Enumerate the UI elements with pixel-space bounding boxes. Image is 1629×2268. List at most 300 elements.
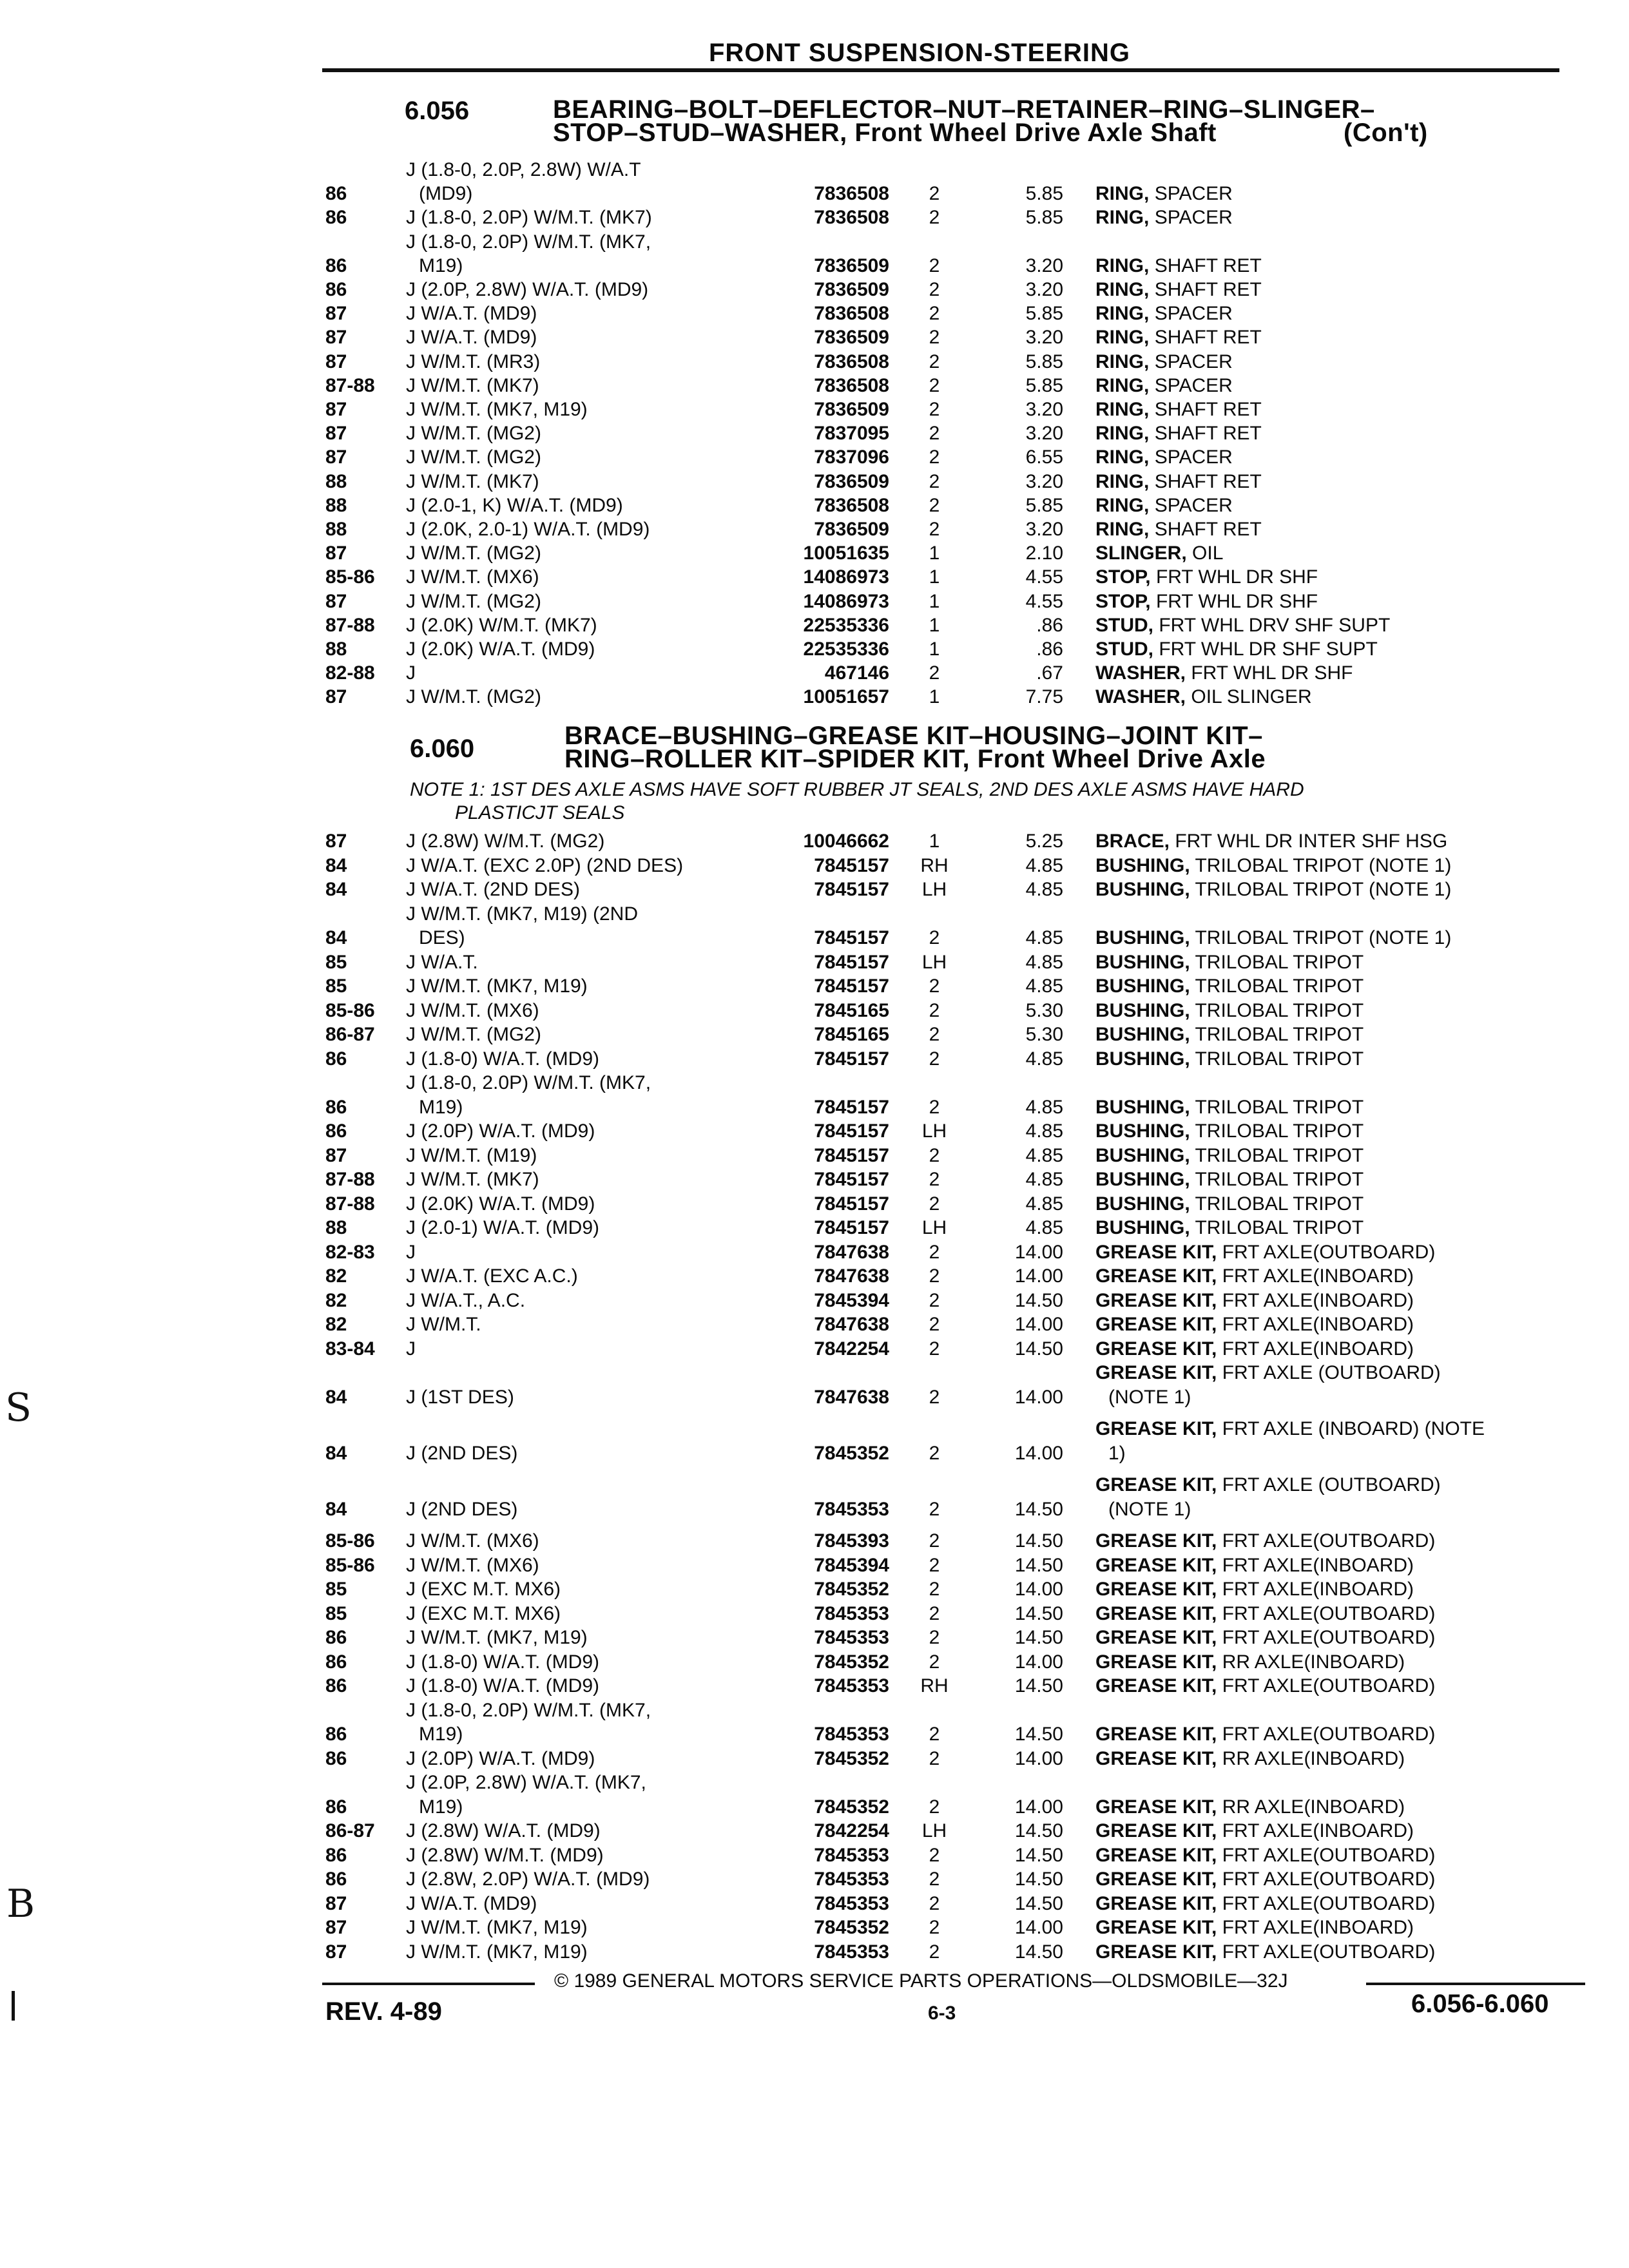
model-year: 85 <box>325 951 347 973</box>
price: 3.20 <box>1025 399 1063 420</box>
part-name <box>1095 1604 1435 1624</box>
price: 14.50 <box>1014 1844 1063 1866</box>
part-name <box>1095 1097 1364 1118</box>
part-name-noun: BUSHING, <box>1095 1024 1190 1045</box>
application: J (EXC M.T. MX6) <box>406 1602 561 1624</box>
part-name-detail: FRT AXLE(OUTBOARD) <box>1222 1675 1436 1696</box>
part-number: 10051635 <box>803 543 889 564</box>
section2-title-line2: RING–ROLLER KIT–SPIDER KIT, Front Wheel Drive Axle <box>564 745 1266 773</box>
application: J W/M.T. (MG2) <box>406 543 541 564</box>
model-year: 87 <box>325 399 347 420</box>
part-number: 7845352 <box>814 1579 889 1600</box>
part-number: 7836509 <box>814 519 889 540</box>
part-name-noun: RING, <box>1095 447 1150 468</box>
section-number-6-060: 6.060 <box>410 735 475 763</box>
part-name-detail: TRILOBAL TRIPOT <box>1195 1217 1364 1238</box>
part-name <box>1095 1242 1435 1263</box>
quantity: 2 <box>929 1844 940 1866</box>
section-title-line1: BEARING–BOLT–DEFLECTOR–NUT–RETAINER–RING–SLINGER– <box>553 95 1375 124</box>
model-year: 82 <box>325 1314 347 1335</box>
part-name-noun: BUSHING, <box>1095 1193 1190 1215</box>
table-row <box>0 1242 1629 1267</box>
quantity: 1 <box>929 543 940 564</box>
model-year: 87 <box>325 447 347 468</box>
application: J W/M.T. (MX6) <box>406 1530 539 1552</box>
part-number: 7845157 <box>814 854 889 876</box>
part-name-detail: RR AXLE(INBOARD) <box>1222 1651 1405 1673</box>
part-name <box>1095 280 1262 300</box>
part-name-noun: BUSHING, <box>1095 854 1190 876</box>
part-name-detail: SHAFT RET <box>1154 327 1262 349</box>
part-number: 7845393 <box>814 1530 889 1552</box>
part-name-detail: FRT AXLE(OUTBOARD) <box>1222 1627 1436 1648</box>
model-year: 88 <box>325 639 347 660</box>
application: J (2.0K) W/A.T. (MD9) <box>406 639 595 660</box>
model-year: 87-88 <box>325 614 375 636</box>
model-year: 88 <box>325 1217 347 1238</box>
price: 4.85 <box>1025 879 1063 900</box>
part-name <box>1095 376 1233 396</box>
application: J (2.0P) W/A.T. (MD9) <box>406 1120 595 1142</box>
part-name-noun: RING, <box>1095 279 1150 300</box>
part-number: 7836509 <box>814 279 889 300</box>
table-row <box>0 1266 1629 1291</box>
part-name-detail: TRILOBAL TRIPOT (NOTE 1) <box>1195 927 1452 948</box>
price: .67 <box>1036 662 1063 684</box>
part-name-detail: FRT AXLE(OUTBOARD) <box>1222 1530 1436 1552</box>
application: J (2.0P) W/A.T. (MD9) <box>406 1747 595 1769</box>
part-name-detail: TRILOBAL TRIPOT <box>1195 1024 1364 1045</box>
price: 14.50 <box>1014 1724 1063 1745</box>
model-year: 86 <box>325 1796 347 1818</box>
quantity: 2 <box>929 494 940 516</box>
part-name-detail: SPACER <box>1154 351 1233 372</box>
part-number: 7847638 <box>814 1241 889 1263</box>
part-name <box>1095 952 1364 973</box>
application: J (1.8-0) W/A.T. (MD9) <box>406 1048 600 1070</box>
part-number: 7836509 <box>814 399 889 420</box>
part-number: 7845352 <box>814 1442 889 1464</box>
part-name <box>1095 1555 1414 1576</box>
application: J W/M.T. <box>406 1314 481 1335</box>
part-name-noun: RING, <box>1095 327 1150 349</box>
part-name <box>1095 1652 1405 1673</box>
part-name <box>1095 1579 1414 1600</box>
part-number: 7842254 <box>814 1338 889 1360</box>
part-name-noun: GREASE KIT, <box>1095 1747 1217 1769</box>
part-name-noun: GREASE KIT, <box>1095 1892 1217 1914</box>
application: J W/M.T. (MG2) <box>406 1024 541 1045</box>
application: J (2.8W, 2.0P) W/A.T. (MD9) <box>406 1869 650 1890</box>
price: 14.00 <box>1014 1651 1063 1673</box>
part-name-noun: BUSHING, <box>1095 999 1190 1021</box>
application: J W/A.T., A.C. <box>406 1289 526 1311</box>
quantity: 2 <box>929 1651 940 1673</box>
quantity: LH <box>921 1217 947 1238</box>
table-row <box>0 639 1629 663</box>
quantity: 2 <box>929 327 940 349</box>
application: J W/M.T. (M19) <box>406 1144 537 1166</box>
price: 14.00 <box>1014 1241 1063 1263</box>
price: 14.00 <box>1014 1579 1063 1600</box>
part-name <box>1095 1291 1414 1311</box>
part-name <box>1095 1419 1485 1439</box>
table-row <box>0 280 1629 303</box>
price: 14.50 <box>1014 1627 1063 1648</box>
part-name-noun: BUSHING, <box>1095 1120 1190 1142</box>
part-name-noun: RING, <box>1095 303 1150 325</box>
table-row <box>0 1363 1629 1411</box>
part-name-cont: (NOTE 1) <box>1108 1498 1191 1520</box>
quantity: 2 <box>929 255 940 276</box>
part-name-detail: FRT AXLE(INBOARD) <box>1222 1917 1414 1938</box>
part-name-detail: TRILOBAL TRIPOT <box>1195 1048 1364 1070</box>
table-row <box>0 879 1629 904</box>
part-name-detail: SPACER <box>1154 494 1233 516</box>
application-cont: (MD9) <box>419 183 473 205</box>
application: J (2.8W) W/M.T. (MD9) <box>406 1844 604 1866</box>
part-name-detail: RR AXLE(INBOARD) <box>1222 1796 1405 1818</box>
quantity: 2 <box>929 1941 940 1963</box>
margin-tick <box>12 1991 15 2021</box>
application: J W/M.T. (MG2) <box>406 423 541 445</box>
part-name-detail: SPACER <box>1154 447 1233 468</box>
part-name-noun: RING, <box>1095 207 1150 229</box>
part-number: 7836508 <box>814 351 889 372</box>
quantity: 2 <box>929 1627 940 1648</box>
part-name <box>1095 567 1318 588</box>
table-row <box>0 1821 1629 1845</box>
model-year: 82 <box>325 1289 347 1311</box>
part-name-noun: GREASE KIT, <box>1095 1675 1217 1696</box>
price: 4.85 <box>1025 1169 1063 1190</box>
quantity: 2 <box>929 662 940 684</box>
part-name-noun: BUSHING, <box>1095 951 1190 973</box>
part-name <box>1095 447 1233 468</box>
price: 14.00 <box>1014 1314 1063 1335</box>
part-number: 7845353 <box>814 1498 889 1520</box>
application: J W/M.T. (MK7, M19) <box>406 1917 588 1938</box>
part-name-noun: GREASE KIT, <box>1095 1289 1217 1311</box>
price: 14.00 <box>1014 1442 1063 1464</box>
part-name-detail: TRILOBAL TRIPOT <box>1195 999 1364 1021</box>
quantity: 2 <box>929 279 940 300</box>
part-name-noun: GREASE KIT, <box>1095 1418 1217 1439</box>
table-row <box>0 615 1629 639</box>
price: 3.20 <box>1025 470 1063 492</box>
application: J (2.0-1, K) W/A.T. (MD9) <box>406 494 623 516</box>
part-name-detail: RR AXLE(INBOARD) <box>1222 1747 1405 1769</box>
model-year: 87 <box>325 1941 347 1963</box>
part-number: 7845165 <box>814 999 889 1021</box>
model-year: 86-87 <box>325 1820 375 1841</box>
model-year: 87-88 <box>325 374 375 396</box>
price: 5.85 <box>1025 351 1063 372</box>
quantity: 2 <box>929 1314 940 1335</box>
model-year: 84 <box>325 1498 347 1520</box>
part-number: 7845352 <box>814 1796 889 1818</box>
price: 4.85 <box>1025 1193 1063 1215</box>
part-name-noun: WASHER, <box>1095 686 1186 708</box>
part-number: 22535336 <box>803 614 889 636</box>
part-name <box>1095 472 1262 492</box>
quantity: 2 <box>929 1096 940 1118</box>
part-number: 7847638 <box>814 1386 889 1408</box>
application: J W/A.T. (EXC 2.0P) (2ND DES) <box>406 854 684 876</box>
part-name-noun: GREASE KIT, <box>1095 1338 1217 1360</box>
price: 14.50 <box>1014 1338 1063 1360</box>
price: 14.50 <box>1014 1289 1063 1311</box>
part-number: 7845165 <box>814 1024 889 1045</box>
part-name-noun: RING, <box>1095 255 1150 276</box>
model-year: 84 <box>325 1442 347 1464</box>
model-year: 88 <box>325 494 347 516</box>
application: J W/A.T. (MD9) <box>406 1892 537 1914</box>
part-name-noun: STUD, <box>1095 614 1153 636</box>
part-name <box>1095 399 1262 420</box>
part-name-noun: RING, <box>1095 351 1150 372</box>
part-name <box>1095 1942 1435 1963</box>
price: 14.50 <box>1014 1530 1063 1552</box>
part-name-detail: TRILOBAL TRIPOT <box>1195 975 1364 997</box>
model-year: 82 <box>325 1265 347 1287</box>
quantity: 2 <box>929 1796 940 1818</box>
table-row <box>0 1628 1629 1652</box>
part-name-noun: RING, <box>1095 423 1150 445</box>
part-name-detail: FRT AXLE (OUTBOARD) <box>1222 1474 1441 1495</box>
table-row <box>0 1845 1629 1870</box>
price: 5.85 <box>1025 303 1063 325</box>
price: 5.85 <box>1025 374 1063 396</box>
part-number: 7845352 <box>814 1917 889 1938</box>
price: 5.85 <box>1025 183 1063 205</box>
quantity: 1 <box>929 639 940 660</box>
price: 4.85 <box>1025 1144 1063 1166</box>
application: J <box>406 1338 416 1360</box>
part-name <box>1095 1194 1364 1215</box>
part-name-noun: GREASE KIT, <box>1095 1941 1217 1963</box>
model-year: 86 <box>325 255 347 276</box>
part-number: 467146 <box>824 662 889 684</box>
model-year: 85 <box>325 1602 347 1624</box>
table-row <box>0 591 1629 615</box>
application: J W/M.T. (MK7, M19) <box>406 1627 588 1648</box>
part-number: 7845352 <box>814 1651 889 1673</box>
table-row <box>0 1121 1629 1146</box>
table-row <box>0 1339 1629 1363</box>
footer-page-number: 6-3 <box>928 2003 956 2024</box>
quantity: 2 <box>929 1917 940 1938</box>
part-name-detail: FRT AXLE(OUTBOARD) <box>1222 1941 1436 1963</box>
part-name-noun: BUSHING, <box>1095 975 1190 997</box>
quantity: 2 <box>929 1193 940 1215</box>
quantity: 2 <box>929 1265 940 1287</box>
model-year: 86 <box>325 1627 347 1648</box>
part-name-detail: TRILOBAL TRIPOT <box>1195 1120 1364 1142</box>
quantity: 2 <box>929 1048 940 1070</box>
price: 4.85 <box>1025 1120 1063 1142</box>
part-name <box>1095 423 1262 444</box>
model-year: 86 <box>325 1651 347 1673</box>
model-year: 87 <box>325 1917 347 1938</box>
quantity: 2 <box>929 1602 940 1624</box>
price: 4.85 <box>1025 1096 1063 1118</box>
model-year: 84 <box>325 854 347 876</box>
part-name <box>1095 184 1233 204</box>
part-name-noun: GREASE KIT, <box>1095 1579 1217 1600</box>
part-number: 7845157 <box>814 1217 889 1238</box>
table-row <box>0 1942 1629 1966</box>
model-year: 88 <box>325 470 347 492</box>
model-year: 87 <box>325 351 347 372</box>
model-year: 86 <box>325 279 347 300</box>
part-name-detail: FRT AXLE(INBOARD) <box>1222 1554 1414 1576</box>
part-number: 7845353 <box>814 1724 889 1745</box>
part-number: 7845157 <box>814 879 889 900</box>
model-year: 85-86 <box>325 999 375 1021</box>
table-row <box>0 1531 1629 1555</box>
quantity: 1 <box>929 831 940 852</box>
table-row <box>0 1475 1629 1523</box>
application-cont: M19) <box>419 255 463 276</box>
application-cont: M19) <box>419 1724 463 1745</box>
model-year: 87-88 <box>325 1169 375 1190</box>
quantity: 2 <box>929 1724 940 1745</box>
part-name-noun: GREASE KIT, <box>1095 1530 1217 1552</box>
price: 5.85 <box>1025 207 1063 229</box>
part-number: 7847638 <box>814 1265 889 1287</box>
table-row <box>0 1024 1629 1049</box>
application: J (2.0P, 2.8W) W/A.T. (MD9) <box>406 279 649 300</box>
footer-rule-left <box>322 1983 535 1985</box>
application: J W/A.T. (EXC A.C.) <box>406 1265 578 1287</box>
part-name <box>1095 256 1262 276</box>
part-name-noun: GREASE KIT, <box>1095 1627 1217 1648</box>
part-name <box>1095 1146 1364 1166</box>
part-name <box>1095 1676 1435 1696</box>
application: J (1ST DES) <box>406 1386 514 1408</box>
quantity: 1 <box>929 686 940 708</box>
part-name-detail: FRT WHL DR SHF <box>1191 662 1353 684</box>
part-name-detail: FRT WHL DR INTER SHF HSG <box>1175 831 1448 852</box>
price: 14.00 <box>1014 1796 1063 1818</box>
application: J W/M.T. (MG2) <box>406 590 541 612</box>
part-name-detail: SHAFT RET <box>1154 279 1262 300</box>
price: 4.55 <box>1025 566 1063 588</box>
part-name <box>1095 831 1447 852</box>
part-name-noun: BUSHING, <box>1095 1217 1190 1238</box>
quantity: 2 <box>929 1386 940 1408</box>
price: 6.55 <box>1025 447 1063 468</box>
quantity: 2 <box>929 1442 940 1464</box>
part-name-detail: FRT AXLE(OUTBOARD) <box>1222 1844 1436 1866</box>
application: J (2.8W) W/A.T. (MD9) <box>406 1820 601 1841</box>
part-name-noun: GREASE KIT, <box>1095 1844 1217 1866</box>
table-row <box>0 1894 1629 1918</box>
part-name-detail: SPACER <box>1154 303 1233 325</box>
price: 14.50 <box>1014 1554 1063 1576</box>
quantity: 2 <box>929 999 940 1021</box>
part-name <box>1095 519 1262 540</box>
price: 14.50 <box>1014 1675 1063 1696</box>
part-number: 7845353 <box>814 1602 889 1624</box>
quantity: 2 <box>929 1169 940 1190</box>
price: 4.85 <box>1025 854 1063 876</box>
part-number: 7845352 <box>814 1747 889 1769</box>
application: J W/A.T. <box>406 951 478 973</box>
part-name-detail: SHAFT RET <box>1154 423 1262 445</box>
model-year: 86 <box>325 1675 347 1696</box>
footer-revision: REV. 4-89 <box>325 1997 442 2026</box>
price: 4.55 <box>1025 590 1063 612</box>
part-number: 7836509 <box>814 470 889 492</box>
price: 14.00 <box>1014 1917 1063 1938</box>
part-number: 7836508 <box>814 183 889 205</box>
price: 5.30 <box>1025 1024 1063 1045</box>
part-name-detail: TRILOBAL TRIPOT <box>1195 1169 1364 1190</box>
part-name-noun: RING, <box>1095 470 1150 492</box>
part-name-noun: BUSHING, <box>1095 1096 1190 1118</box>
price: 4.85 <box>1025 927 1063 948</box>
application: J (1.8-0, 2.0P) W/M.T. (MK7, <box>406 231 651 253</box>
price: 3.20 <box>1025 255 1063 276</box>
price: .86 <box>1036 639 1063 660</box>
quantity: 2 <box>929 1241 940 1263</box>
table-row <box>0 1869 1629 1894</box>
model-year: 86 <box>325 183 347 205</box>
price: 14.50 <box>1014 1820 1063 1841</box>
part-number: 7845353 <box>814 1869 889 1890</box>
price: 3.20 <box>1025 423 1063 445</box>
table-row <box>0 663 1629 687</box>
table-row <box>0 1555 1629 1580</box>
table-row <box>0 495 1629 519</box>
part-name-detail: FRT WHL DR SHF SUPT <box>1159 639 1378 660</box>
part-name-noun: SLINGER, <box>1095 543 1187 564</box>
part-name-noun: GREASE KIT, <box>1095 1554 1217 1576</box>
part-number: 7845394 <box>814 1289 889 1311</box>
part-name-noun: BUSHING, <box>1095 1169 1190 1190</box>
price: 5.85 <box>1025 494 1063 516</box>
quantity: LH <box>921 1820 947 1841</box>
part-name-detail: SPACER <box>1154 374 1233 396</box>
model-year: 87 <box>325 1144 347 1166</box>
page-title: FRONT SUSPENSION-STEERING <box>709 39 1130 67</box>
part-name-detail: FRT AXLE(OUTBOARD) <box>1222 1602 1436 1624</box>
part-name-cont: (NOTE 1) <box>1108 1386 1191 1408</box>
table-row <box>0 303 1629 327</box>
table-row <box>0 952 1629 977</box>
model-year: 87 <box>325 590 347 612</box>
price: 14.50 <box>1014 1941 1063 1963</box>
application: J (2.0P, 2.8W) W/A.T. (MK7, <box>406 1772 646 1793</box>
quantity: RH <box>920 854 949 876</box>
part-name-detail: FRT WHL DRV SHF SUPT <box>1159 614 1391 636</box>
price: 4.85 <box>1025 1217 1063 1238</box>
part-name-noun: BUSHING, <box>1095 879 1190 900</box>
quantity: 2 <box>929 447 940 468</box>
part-name-detail: FRT AXLE(INBOARD) <box>1222 1314 1414 1335</box>
page-header <box>322 39 1559 77</box>
application: J W/M.T. (MR3) <box>406 351 541 372</box>
part-name <box>1095 1869 1435 1890</box>
part-name-noun: STOP, <box>1095 566 1151 588</box>
part-name <box>1095 352 1233 372</box>
part-name-detail: OIL <box>1192 543 1224 564</box>
table-row <box>0 1676 1629 1700</box>
quantity: 2 <box>929 1747 940 1769</box>
application: J W/M.T. (MK7) <box>406 1169 539 1190</box>
